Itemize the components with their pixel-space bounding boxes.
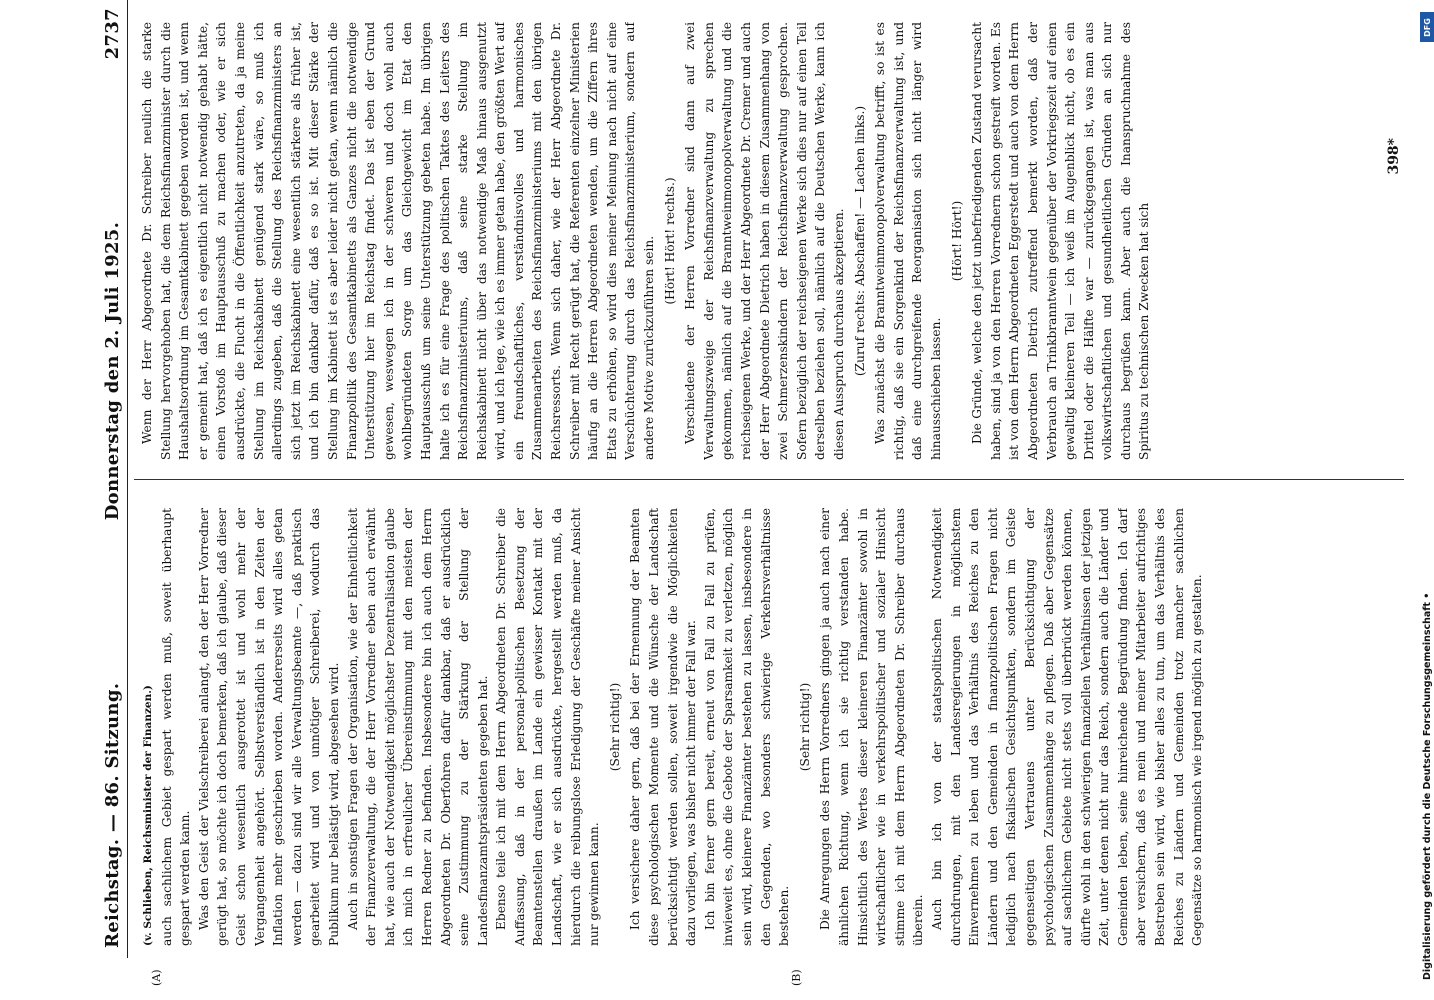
- page-number: 2737: [102, 8, 123, 60]
- paragraph: Ich bin ferner gern bereit, erneut von Fall zu Fall zu prüfen, inwieweit es, ohne die Gebote der Sparsamkeit zu verletzen, möglich sein wird, kleinere Finanzämter bestehen zu lassen, insbesondere in den Gegenden, wo besonders schwierige Verkehrsverhältnisse bestehen.: [702, 508, 792, 946]
- header-left: Reichstag. — 86. Sitzung.: [102, 682, 123, 948]
- right-column: [138, 22, 1388, 460]
- margin-marker-b: (B): [790, 969, 803, 986]
- paragraph: Was zunächst die Branntweinmonopolverwaltung betrifft, so ist es richtig, daß sie ein Sorgenkind der Reichsfinanzverwaltung ist, und daß eine durchgreifende Reorganisation sich nicht länger wird hinausschieben lassen.: [873, 22, 943, 460]
- digitization-strip: [1420, 10, 1434, 990]
- header-date: Donnerstag den 2. Juli 1925.: [102, 221, 123, 521]
- left-column: [138, 508, 1388, 946]
- digitization-credit: Digitalisierung gefördert durch die Deutsche Forschungsgemeinschaft •: [1422, 592, 1433, 980]
- interjection: (Zuruf rechts: Abschaffen! — Lachen links.): [852, 105, 867, 377]
- document-page: [90, 0, 1430, 986]
- signature-mark: 398*: [1386, 138, 1402, 175]
- interjection: (Hört! Hört! rechts.): [662, 177, 677, 305]
- paragraph: Ich versichere daher gern, daß bei der Ernennung der Beamten diese psychologischen Momente und die Wünsche der Landschaft berücksichtigt werden sollen, soweit irgendwie die Möglichkeiten dazu vorliegen, was bisher nicht immer der Fall war.: [628, 508, 699, 946]
- interjection: (Sehr richtig!): [607, 682, 622, 772]
- paragraph: Die Anregungen des Herrn Vorredners gingen ja auch nach einer ähnlichen Richtung, wenn ich sie richtig verstanden habe. Hinsichtlich des Wertes dieser kleineren Finanzämter sowohl in wirtschaftlicher wie in verkehrspolitischer und sozialer Hinsicht stimme ich mit dem Herrn Abgeordneten Dr. Schreiber durchaus überein.: [818, 508, 926, 946]
- interjection: (Sehr richtig!): [797, 682, 812, 772]
- paragraph: auch sachlichem Gebiet gespart werden muß, soweit überhaupt gespart werden kann.: [159, 508, 193, 946]
- paragraph: Auch in sonstigen Fragen der Organisation, wie der Einheitlichkeit der Finanzverwaltung, die der Herr Vorredner eben auch erwähnt hat, wie auch der Notwendigkeit möglichster Dezentralisation glaube ich mich in erfreulicher Übereinstimmung mit den meisten der Herren Redner zu befinden. Insbesondere bin ich auch dem Herrn Abgeordneten Dr. Oberfohren dafür dankbar, daß er ausdrücklich seine Zustimmung zu der Stärkung der Stellung der Landesfinanzamtspräsidenten gegeben hat.: [345, 508, 490, 946]
- margin-marker-a: (A): [150, 969, 163, 986]
- paragraph: Ebenso teile ich mit dem Herrn Abgeordneten Dr. Schreiber die Auffassung, daß in der personal-politischen Besetzung der Beamtenstellen draußen im Lande ein gewisser Kontakt mit der Landschaft, wie er sich ausdrückte, hergestellt werden muß, da hierdurch die reibungslose Erledigung der Geschäfte meiner Ansicht nur gewinnen kann.: [494, 508, 602, 946]
- paragraph: Die Gründe, welche den jetzt unbefriedigenden Zustand verursacht haben, sind ja von den Herren Vorrednern schon gestreift worden. Es ist von dem Herrn Abgeordneten Eggerstedt und auch von dem Herrn Abgeordneten Dietrich zutreffend bemerkt worden, daß der Verbrauch an Trinkbranntwein gegenüber der Vorkriegszeit auf einen gewaltig kleineren Teil — ich weiß im Augenblick nicht, ob es ein Drittel oder die Hälfte war — zurückgegangen ist, was man aus volkswirtschaftlichen und gesundheitlichen Gründen an sich nur durchaus begrüßen kann. Aber auch die Inanspruchnahme des Spiritus zu technischen Zwecken hat sich: [970, 22, 1152, 460]
- paragraph: Was den Geist der Vielschreiberei anlangt, den der Herr Vorredner gerügt hat, so möchte ich doch bemerken, daß ich glaube, daß dieser Geist schon wesentlich ausgerottet ist und wohl mehr der Vergangenheit angehört. Selbstverständlich ist in den Zeiten der Inflation mehr geschrieben worden. Andererseits wird alles getan werden — dazu sind wir alle Verwaltungsbeamte —, daß praktisch gearbeitet wird und von unnötiger Schreiberei, wodurch das Publikum nur belästigt wird, abgesehen wird.: [196, 508, 341, 946]
- column-divider: [134, 479, 1404, 480]
- paragraph: Verschiedene der Herren Vorredner sind dann auf zwei Verwaltungszweige der Reichsfinanzverwaltung zu sprechen gekommen, nämlich auf die Branntweinmonopolverwaltung und die reichseigenen Werke, und der Herr Abgeordnete Dr. Cremer und auch der Herr Abgeordnete Dietrich haben in diesem Zusammenhang von zwei Schmerzenskindern der Reichsfinanzverwaltung gesprochen. Sofern bezüglich der reichseigenen Werke sich dies nur auf einen Teil derselben beziehen soll, nämlich auf die Deutschen Werke, kann ich diesen Ausspruch durchaus akzeptieren.: [683, 22, 846, 460]
- speaker-label: (v. Schlieben, Reichsminister der Finanzen.): [142, 685, 154, 946]
- interjection: (Hört! Hört!): [949, 200, 964, 282]
- paragraph: Wenn der Herr Abgeordnete Dr. Schreiber neulich die starke Stellung hervorgehoben hat, die dem Reichsfinanzminister durch die Haushaltsordnung im Gesamtkabinett gegeben worden ist, und wenn er gemeint hat, daß ich es eigentlich nicht notwendig gehabt hätte, einen Vorstoß im Hauptausschuß zu machen oder, wie er sich ausdrückte, die Flucht in die Öffentlichkeit anzutreten, da ja meine Stellung im Reichskabinett genügend stark wäre, so muß ich allerdings zugeben, daß die Stellung des Reichsfinanzministers an sich jetzt im Reichskabinett eine wesentlich stärkere als früher ist, und ich bin dankbar dafür, daß es so ist. Mit dieser Stärke der Stellung im Kabinett ist es aber leider nicht getan, wenn nämlich die Finanzpolitik des Gesamtkabinetts als Ganzes nicht die notwendige Unterstützung hier im Reichstag findet. Das ist eben der Grund gewesen, weswegen ich in der schweren und doch wohl auch wohlbegründeten Sorge um das Gleichgewicht im Etat den Hauptausschuß um seine Unterstützung gebeten habe. Im übrigen halte ich es für eine Frage des politischen Taktes des Leiters des Reichsfinanzministeriums, daß seine starke Stellung im Reichskabinett nicht über das notwendige Maß hinaus ausgenutzt wird, und ich lege, wie ich es immer getan habe, den größten Wert auf ein freundschaftliches, verständnisvolles und harmonisches Zusammenarbeiten des Reichsfinanzministeriums mit den übrigen Reichsressorts. Wenn sich daher, wie der Herr Abgeordnete Dr. Schreiber mit Recht gerügt hat, die Referenten einzelner Ministerien häufig an die Herren Abgeordneten wenden, um die Ziffern ihres Etats zu erhöhen, so wird dies meiner Meinung nach nicht auf eine Verschüchterung durch das Reichsfinanzministerium, sondern auf andere Motive zurückzuführen sein.: [140, 22, 657, 460]
- dfg-logo-icon: DFG: [1420, 12, 1434, 42]
- page-header: [90, 0, 128, 958]
- paragraph: Auch bin ich von der staatspolitischen Notwendigkeit durchdrungen, mit den Landesregierungen in möglichstem Einvernehmen zu leben und das Verhältnis des Reiches zu den Ländern und den Gemeinden in finanzpolitischen Fragen nicht lediglich nach fiskalischen Gesichtspunkten, sondern im Geiste gegenseitigen Vertrauens unter Berücksichtigung der psychologischen Zusammenhänge zu pflegen. Daß aber Gegensätze auf sachlichem Gebiete nicht stets voll überbrückt werden können, dürfte wohl in den schwierigen finanziellen Verhältnissen der jetzigen Zeit, unter denen nicht nur das Reich, sondern auch die Länder und Gemeinden leben, seine hinreichende Begründung finden. Ich darf aber versichern, daß es mein und meiner Mitarbeiter aufrichtiges Bestreben sein wird, wie bisher alles zu tun, um das Verhältnis des Reiches zu Ländern und Gemeinden trotz mancher sachlichen Gegensätze so harmonisch wie irgend möglich zu gestalten.: [929, 508, 1205, 946]
